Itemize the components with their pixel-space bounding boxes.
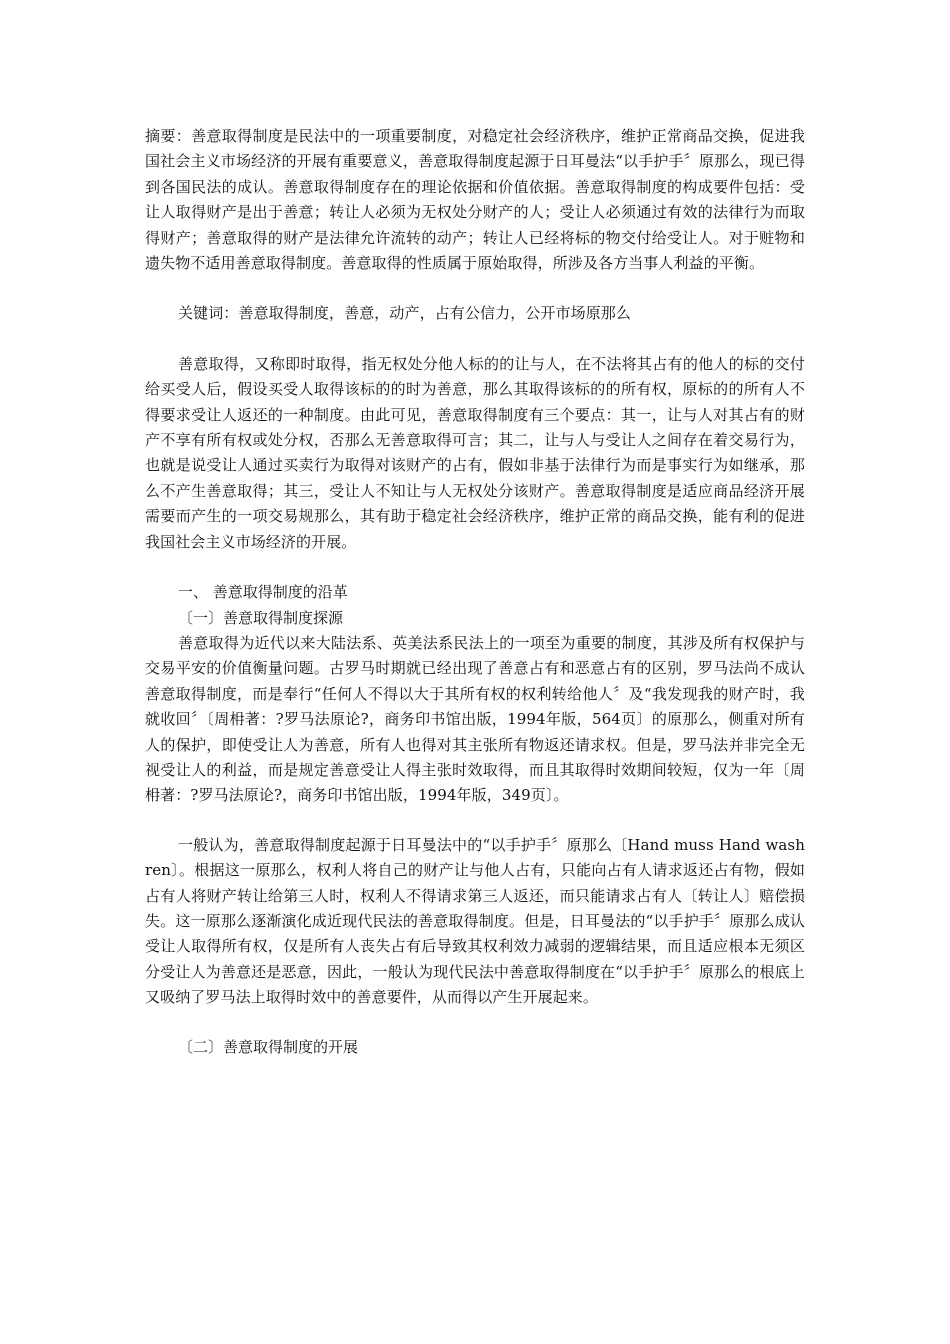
document-page — [145, 124, 805, 1060]
germanic-law-paragraph: 一般认为，善意取得制度起源于日耳曼法中的“以手护手〞原那么〔Hand muss Hand washren〕。根据这一原那么，权利人将自己的财产让与他人占有，只能向占有人请求返还占有物，假如占有人将财产转让给第三人时，权利人不得请求第三人返还，而只能请求占有人〔转让人〕赔偿损失。这一原那么逐渐演化成近现代民法的善意取得制度。但是，日耳曼法的“以手护手〞原那么成认受让人取得所有权，仅是所有人丧失占有后导致其权利效力减弱的逻辑结果，而且适应根本无须区分受让人为善意还是恶意，因此，一般认为现代民法中善意取得制度在“以手护手〞原那么的根底上又吸纳了罗马法上取得时效中的善意要件，从而得以产生开展起来。 — [145, 835, 805, 1007]
subsection-heading-2: 〔二〕善意取得制度的开展 — [178, 1037, 359, 1056]
abstract-paragraph: 摘要：善意取得制度是民法中的一项重要制度，对稳定社会经济秩序，维护正常商品交换，促进我国社会主义市场经济的开展有重要意义，善意取得制度起源于日耳曼法“以手护手〞原那么，现已得到各国民法的成认。善意取得制度存在的理论依据和价值依据。善意取得制度的构成要件包括：受让人取得财产是出于善意；转让人必须为无权处分财产的人；受让人必须通过有效的法律行为而取得财产；善意取得的财产是法律允许流转的动产；转让人已经将标的物交付给受让人。对于赃物和遗失物不适用善意取得制度。善意取得的性质属于原始取得，所涉及各方当事人利益的平衡。 — [145, 127, 805, 273]
keywords-paragraph: 关键词：善意取得制度，善意，动产，占有公信力，公开市场原那么 — [178, 304, 632, 323]
intro-paragraph: 善意取得，又称即时取得，指无权处分他人标的的让与人，在不法将其占有的他人的标的交付给买受人后，假设买受人取得该标的的时为善意，那么其取得该标的的所有权，原标的的所有人不得要求受让人返还的一种制度。由此可见，善意取得制度有三个要点：其一，让与人对其占有的财产不享有所有权或处分权，否那么无善意取得可言；其二，让与人与受让人之间存在着交易行为，也就是说受让人通过买卖行为取得对该财产的占有，假如非基于法律行为而是事实行为如继承，那么不产生善意取得；其三，受让人不知让与人无权处分该财产。善意取得制度是适应商品经济开展需要而产生的一项交易规那么，其有助于稳定社会经济秩序，维护正常的商品交换，能有利的促进我国社会主义市场经济的开展。 — [145, 354, 805, 551]
subsection-heading-1: 〔一〕善意取得制度探源 — [178, 608, 344, 627]
section-heading-1: 一、 善意取得制度的沿革 — [178, 583, 348, 602]
origin-paragraph: 善意取得为近代以来大陆法系、英美法系民法上的一项至为重要的制度，其涉及所有权保护与交易平安的价值衡量问题。古罗马时期就已经出现了善意占有和恶意占有的区别，罗马法尚不成认善意取得制度，而是奉行“任何人不得以大于其所有权的权利转给他人〞及“我发现我的财产时，我就收回〞〔周枏著：?罗马法原论?，商务印书馆出版，1994年版，564页〕的原那么，侧重对所有人的保护，即使受让人为善意，所有人也得对其主张所有物返还请求权。但是，罗马法并非完全无视受让人的利益，而是规定善意受让人得主张时效取得，而且其取得时效期间较短，仅为一年〔周枏著：?罗马法原论?，商务印书馆出版，1994年版，349页〕。 — [145, 633, 805, 805]
